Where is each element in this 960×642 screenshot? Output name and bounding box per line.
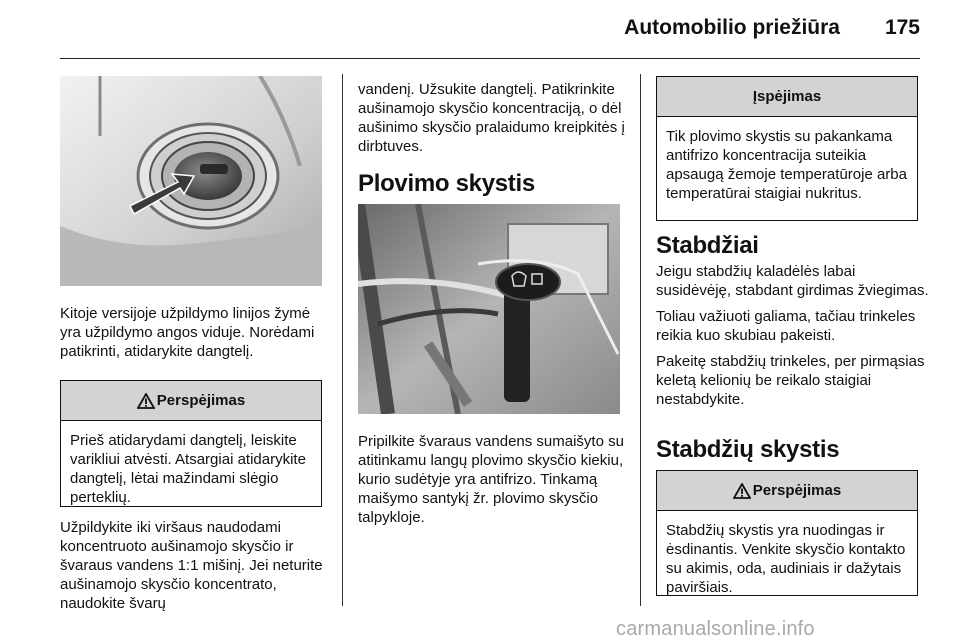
coolant-paragraph-2 — [60, 518, 330, 620]
coolant-warning-box — [60, 380, 322, 507]
notice-text: Tik plovimo skystis su pakankama antifrizo koncentracija suteikia apsaugą žemoje temperatūroje arba temperatūrai staigiai nukritus. — [666, 128, 907, 202]
warning-header — [657, 471, 917, 511]
body-paragraph: Jeigu stabdžių kaladėlės labai susidėvėję, stabdant girdimas žviegimas. — [656, 263, 929, 299]
notice-title: Įspėjimas — [752, 88, 822, 105]
body-paragraph: vandenį. Užsukite dangtelį. Patikrinkite aušinamojo skysčio koncentraciją, o dėl aušinimo skysčio pralaidumo kreipkitės į dirbtuves. — [358, 81, 625, 155]
watermark: carmanualsonline.info — [616, 618, 815, 640]
warning-triangle-icon — [733, 483, 751, 499]
washer-notice-box — [656, 76, 918, 221]
washer-paragraph — [358, 432, 630, 534]
warning-header — [61, 381, 321, 421]
warning-triangle-icon — [137, 393, 155, 409]
washer-reservoir-illustration — [358, 204, 620, 414]
brakes-text — [656, 262, 932, 416]
coolant-paragraph-3 — [358, 80, 630, 163]
warning-title: Perspėjimas — [156, 392, 246, 409]
brake-fluid-heading: Stabdžių skystis — [656, 436, 840, 463]
body-paragraph: Toliau važiuoti galiama, tačiau trinkeles reikia kuo skubiau pakeisti. — [656, 308, 916, 344]
warning-title: Perspėjimas — [752, 482, 842, 499]
page-title: Automobilio priežiūra — [624, 16, 840, 39]
coolant-paragraph-1 — [60, 304, 332, 368]
column-divider-1 — [342, 74, 343, 606]
warning-text: Prieš atidarydami dangtelį, leiskite varikliui atvėsti. Atsargiai atidarykite dangtelį, lėtai mažindami slėgio perteklių. — [70, 432, 306, 506]
coolant-cap-photo — [60, 76, 322, 286]
washer-reservoir-photo — [358, 204, 620, 414]
notice-header — [657, 77, 917, 117]
body-paragraph: Pakeitę stabdžių trinkeles, per pirmąsias keletą kelionių be reikalo staigiai nestabdykite. — [656, 353, 925, 408]
brake-fluid-warning-box — [656, 470, 918, 596]
body-paragraph: Kitoje versijoje užpildymo linijos žymė yra užpildymo angos viduje. Norėdami patikrinti, atidarykite dangtelį. — [60, 305, 315, 360]
page-header — [60, 0, 920, 60]
brakes-heading: Stabdžiai — [656, 232, 759, 259]
body-paragraph: Pripilkite švaraus vandens sumaišyto su atitinkamu langų plovimo skysčio kiekiu, kurio sudėtyje yra antifrizo. Tinkamą maišymo santykį žr. plovimo skysčio talpykloje. — [358, 433, 624, 526]
coolant-reservoir-illustration — [60, 76, 322, 286]
header-rule — [60, 58, 920, 59]
warning-text: Stabdžių skystis yra nuodingas ir ėsdinantis. Venkite skysčio kontakto su akimis, oda, audiniais ir dažytais paviršiais. — [666, 522, 906, 596]
column-divider-2 — [640, 74, 641, 606]
page-number: 175 — [884, 16, 920, 39]
washer-fluid-heading: Plovimo skystis — [358, 170, 535, 197]
body-paragraph: Užpildykite iki viršaus naudodami koncentruoto aušinamojo skysčio ir švaraus vandens 1:1 mišinį. Jei neturite aušinamojo skysčio koncentrato, naudokite švarų — [60, 519, 323, 612]
